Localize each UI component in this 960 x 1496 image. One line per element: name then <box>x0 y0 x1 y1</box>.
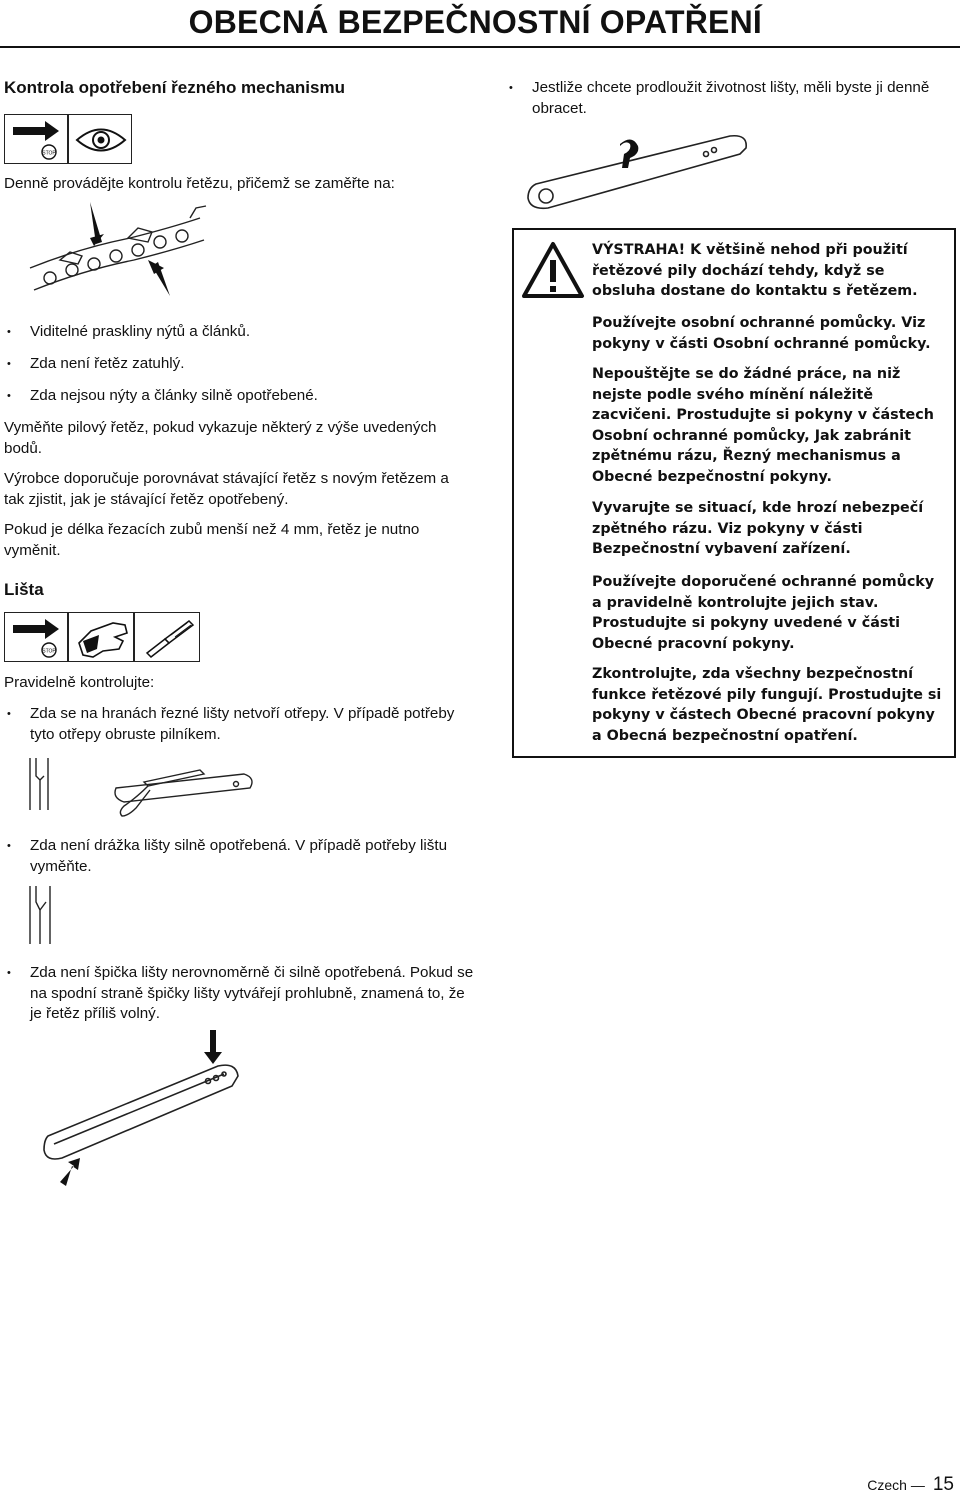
paragraph-replace-chain: Vyměňte pilový řetěz, pokud vykazuje některý z výše uvedených bodů. <box>4 419 437 457</box>
section-heading-bar: Lišta <box>4 580 44 599</box>
bar-tip-wear-illustration <box>40 1026 250 1188</box>
paragraph-compare-chain: Výrobce doporučuje porovnávat stávající řetěz s novým řetězem a tak zjistit, jak je stávající řetěz opotřebený. <box>4 470 449 508</box>
bar-filing-illustration <box>24 754 264 824</box>
eye-icon <box>68 114 132 164</box>
page-title: OBECNÁ BEZPEČNOSTNÍ OPATŘENÍ <box>188 4 762 40</box>
section-heading-cutting-wear: Kontrola opotřebení řezného mechanismu <box>4 78 345 97</box>
guide-bar-flip-illustration <box>520 124 770 214</box>
warning-paragraph: Zkontrolujte, zda všechny bezpečnostní funkce řetězové pily fungují. Prostudujte si pokyny v částech Obecné pracovní pokyny a Obecná bezpečnostní opatření. <box>592 666 942 744</box>
engine-stop-icon <box>4 612 68 662</box>
paragraph-tooth-length: Pokud je délka řezacích zubů menší než 4 mm, řetěz je nutno vyměnit. <box>4 521 420 559</box>
bullet-turn-bar: • Jestliže chcete prodloužit životnost lišty, měli byste ji denně obracet. <box>506 78 960 119</box>
chain-check-item: • Zda není řetěz zatuhlý. <box>4 354 460 375</box>
footer-language: Czech <box>867 1477 907 1493</box>
warning-intro-text <box>592 240 944 302</box>
warning-triangle-icon <box>520 240 586 300</box>
chain-check-item: • Viditelné praskliny nýtů a článků. <box>4 322 460 343</box>
bar-check-groove: • Zda není drážka lišty silně opotřebená. V případě potřeby lištu vyměňte. <box>4 836 480 877</box>
file-tool-icon <box>134 612 200 662</box>
page-number: 15 <box>932 1474 954 1495</box>
bar-check-burrs: • Zda se na hranách řezné lišty netvoří otřepy. V případě potřeby tyto otřepy obruste pilníkem. <box>4 704 480 745</box>
bar-groove-illustration <box>24 882 64 948</box>
warning-paragraph: Používejte doporučené ochranné pomůcky a pravidelně kontrolujte jejich stav. Prostudujte si pokyny uvedené v části Obecné pracovní pokyny. <box>592 574 935 652</box>
warning-box <box>512 228 956 758</box>
saw-chain-illustration <box>20 198 210 310</box>
warning-label: VÝSTRAHA! <box>592 242 686 258</box>
title-divider <box>0 46 960 48</box>
stop-label: STOP <box>42 648 56 655</box>
chain-check-item: • Zda nejsou nýty a články silně opotřebené. <box>4 386 460 407</box>
warning-paragraph: Používejte osobní ochranné pomůcky. Viz pokyny v části Osobní ochranné pomůcky. <box>592 315 931 352</box>
page-footer: Czech — 15 <box>867 1474 954 1495</box>
engine-stop-icon <box>4 114 68 164</box>
bar-check-intro: Pravidelně kontrolujte: <box>4 674 155 691</box>
inspect-intro: Denně provádějte kontrolu řetězu, přičemž se zaměřte na: <box>4 175 395 192</box>
warning-paragraph: Vyvarujte se situací, kde hrozí nebezpečí zpětného rázu. Viz pokyny v části Bezpečnostní vybavení zařízení. <box>592 500 924 558</box>
warning-paragraph: Nepouštějte se do žádné práce, na niž nejste podle svého mínění náležitě zacvičeni. Prostudujte si pokyny v částech Osobní ochranné pomůcky, Jak zabránit zpětnému rázu, Řezný mechanismus a Obecné bezpečnostní pokyny. <box>592 366 934 485</box>
bar-check-tip: • Zda není špička lišty nerovnoměrně či silně opotřebená. Pokud se na spodní straně špičky lišty vytvářejí prohlubně, znamená to, že je řetěz příliš volný. <box>4 963 480 1025</box>
warning-intro: K většině nehod při použití řetězové pily dochází tehdy, když se obsluha dostane do kontaktu s řetězem. <box>592 242 918 300</box>
glove-icon <box>68 612 134 662</box>
stop-label: STOP <box>42 150 56 157</box>
